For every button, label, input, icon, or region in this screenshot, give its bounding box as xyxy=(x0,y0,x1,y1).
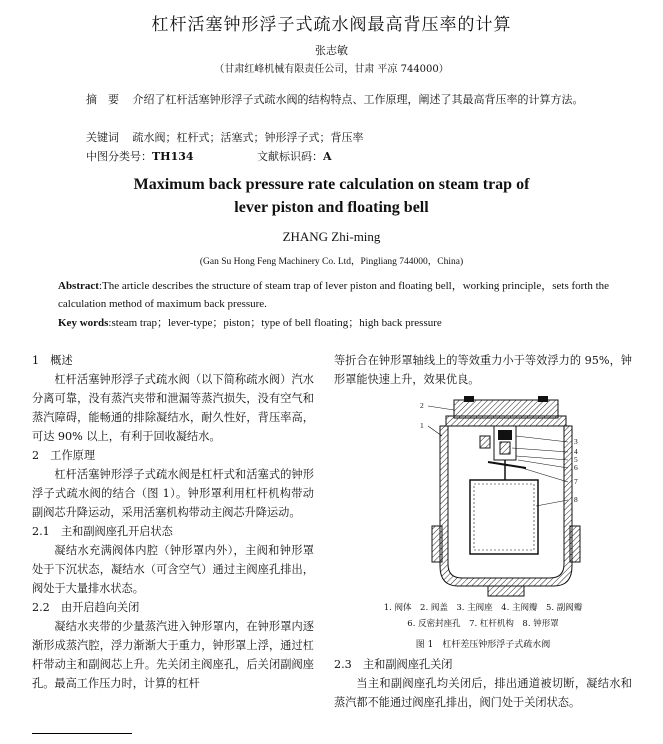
figure-caption: 图 1 杠杆差压钟形浮子式疏水阀 xyxy=(415,640,551,650)
figure-legend-line2: 6. 反密封座孔 7. 杠杆机构 8. 钟形罩 xyxy=(407,619,559,629)
section-2-2-heading: 2.2 由开启趋向关闭 xyxy=(32,601,140,614)
section-2-1-heading: 2.1 主和副阀座孔开启状态 xyxy=(32,525,173,538)
figure-label-5: 5 xyxy=(574,455,578,464)
figure-label-2: 2 xyxy=(420,401,424,410)
affiliation-cn: （甘肃红峰机械有限责任公司，甘肃 平凉 744000） xyxy=(214,64,449,75)
steam-trap-cross-section-figure xyxy=(418,396,590,598)
doc-code-label: 文献标识码： xyxy=(257,150,324,163)
paper-title-en-line1: Maximum back pressure rate calculation on steam trap of xyxy=(133,176,530,193)
footnote-rule xyxy=(32,733,132,734)
section-2-3-paragraph: 当主和副阀座孔均关闭后，排出通道被切断，凝结水和蒸汽都不能通过阀座孔排出，阀门处于关闭状态。 xyxy=(334,677,632,709)
abstract-cn xyxy=(58,90,618,109)
classification-row xyxy=(58,147,618,166)
paper-title-en-line2: lever piston and floating bell xyxy=(234,199,429,216)
section-1-heading: 1 概述 xyxy=(32,354,73,367)
figure-label-7: 7 xyxy=(574,477,578,486)
keywords-label-cn: 关键词 xyxy=(86,131,119,144)
bell-float-part xyxy=(470,480,538,554)
abstract-text-cn: 介绍了杠杆活塞钟形浮子式疏水阀的结构特点、工作原理，阐述了其最高背压率的计算方法。 xyxy=(132,93,584,106)
figure-legend xyxy=(334,600,632,632)
abstract-text-en: :The article describes the structure of steam trap of lever piston and floating bell，working principle，sets forth the calculation method of maximum back pressure. xyxy=(58,280,610,310)
figure-label-6: 6 xyxy=(574,463,578,472)
abstract-en xyxy=(58,277,618,313)
paper-title-cn: 杠杆活塞钟形浮子式疏水阀最高背压率的计算 xyxy=(151,15,512,35)
figure-legend-line1: 1. 阀体 2. 阀盖 3. 主阀座 4. 主阀瓣 5. 副阀瓣 xyxy=(383,603,583,613)
keywords-en xyxy=(58,314,618,332)
section-2-heading: 2 工作原理 xyxy=(32,449,96,462)
section-2-paragraph: 杠杆活塞钟形浮子式疏水阀是杠杆式和活塞式的钟形浮子式疏水阀的结合（图 1）。钟形罩利用杠杆机构带动副阀芯升降运动，采用活塞机构带动主阀芯升降运动。 xyxy=(32,468,314,519)
section-2-3-heading: 2.3 主和副阀座孔关闭 xyxy=(334,658,453,671)
figure-label-3: 3 xyxy=(574,437,578,446)
clc-value: TH134 xyxy=(152,150,194,163)
author-cn: 张志敏 xyxy=(315,44,348,57)
keywords-text-en: :steam trap；lever-type；piston；type of bell floating；high back pressure xyxy=(108,317,442,329)
figure-label-4: 4 xyxy=(574,447,578,456)
clc-label: 中图分类号： xyxy=(86,150,152,163)
keywords-text-cn: 疏水阀；杠杆式；活塞式；钟形浮子式；背压率 xyxy=(132,131,364,144)
keywords-label-en: Key words xyxy=(58,317,109,329)
keywords-cn xyxy=(58,128,618,147)
valve-cover-part xyxy=(446,396,566,426)
right-column-top xyxy=(334,351,632,389)
left-column xyxy=(32,351,314,693)
abstract-label-en: Abstract xyxy=(58,280,99,292)
figure-label-1: 1 xyxy=(420,421,424,430)
figure-label-8: 8 xyxy=(574,495,578,504)
affiliation-en: (Gan Su Hong Feng Machinery Co. Ltd，Pingliang 744000，China) xyxy=(199,257,464,267)
section-2-1-paragraph: 凝结水充满阀体内腔（钟形罩内外），主阀和钟形罩处于下沉状态，凝结水（可含空气）通过主阀座孔排出，阀处于大量排水状态。 xyxy=(32,544,314,595)
author-en: ZHANG Zhi-ming xyxy=(282,229,381,244)
abstract-label-cn: 摘 要 xyxy=(86,93,119,106)
continued-paragraph: 等折合在钟形罩轴线上的等效重力小于等效浮力的 95%，钟形罩能快速上升，效果优良。 xyxy=(334,354,632,386)
valve-mechanism-part xyxy=(480,426,526,480)
section-1-paragraph: 杠杆活塞钟形浮子式疏水阀（以下简称疏水阀）汽水分离可靠，没有蒸汽夹带和泄漏等蒸汽损失，没有空气和蒸汽障碍，能畅通的排除凝结水，耐久性好，背压率高，可达 90% 以上，有利于回收凝结水。 xyxy=(32,373,314,443)
right-column-bottom xyxy=(334,655,632,712)
section-2-2-paragraph: 凝结水夹带的少量蒸汽进入钟形罩内，在钟形罩内逐渐形成蒸汽腔，浮力渐渐大于重力，钟形罩上浮，通过杠杆带动主和副阀芯上升。先关闭主阀座孔，后关闭副阀座孔。最高工作压力时，计算的杠杆 xyxy=(32,620,314,690)
doc-code-value: A xyxy=(323,150,332,163)
